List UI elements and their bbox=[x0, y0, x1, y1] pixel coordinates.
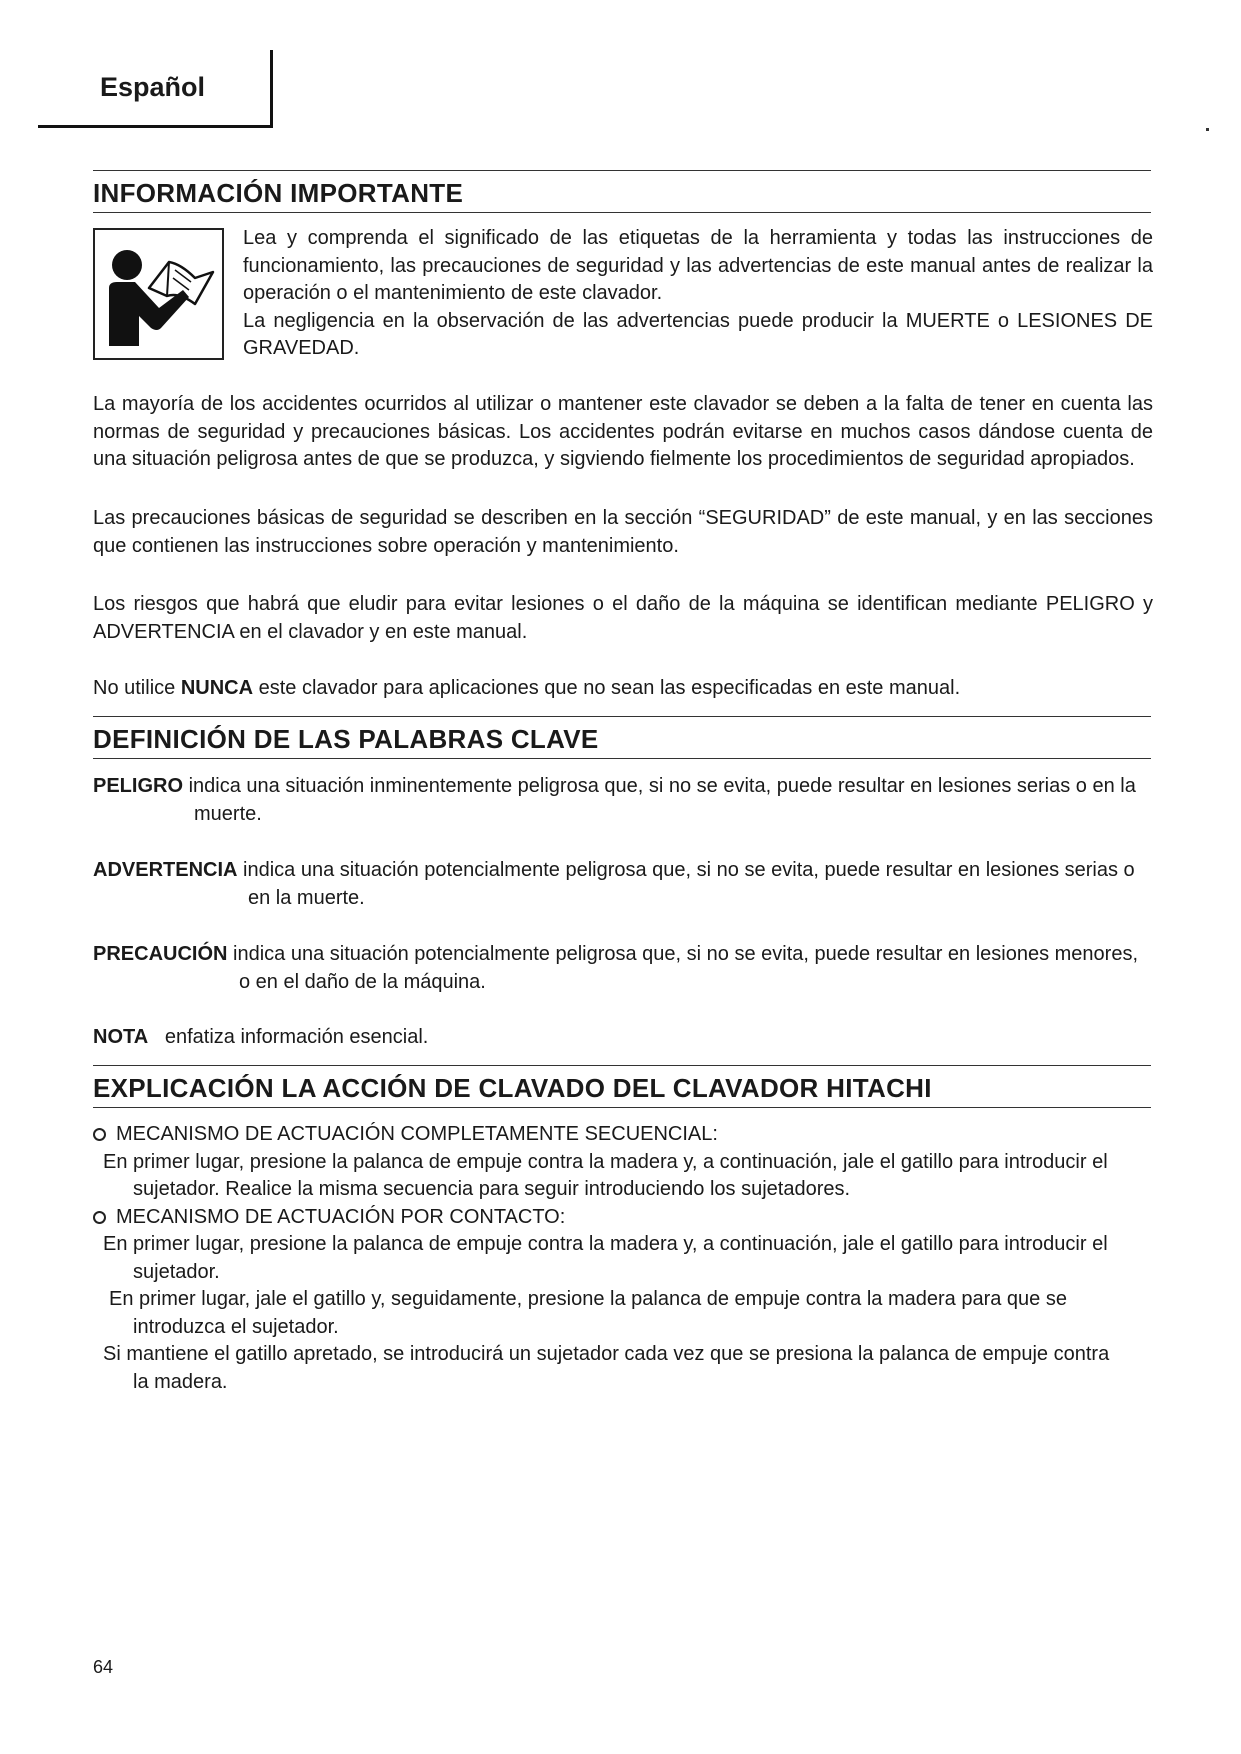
definition-term: NOTA bbox=[93, 1026, 149, 1048]
circle-bullet-icon bbox=[93, 1128, 106, 1141]
definition-continuation: o en el daño de la máquina. bbox=[239, 970, 486, 993]
mechanism-line: En primer lugar, jale el gatillo y, seguidamente, presione la palanca de empuje contra la madera para que se bbox=[109, 1288, 1067, 1310]
intro-paragraph-2: La negligencia en la observación de las advertencias puede producir la MUERTE o LESIONES DE GRAVEDAD. bbox=[243, 309, 1153, 359]
mechanism-line: Si mantiene el gatillo apretado, se introducirá un sujetador cada vez que se presiona la palanca de empuje contra bbox=[103, 1343, 1110, 1365]
mechanism-line: En primer lugar, presione la palanca de empuje contra la madera y, a continuación, jale el gatillo para introducir el bbox=[103, 1233, 1108, 1255]
section-title-explanation: EXPLICACIÓN LA ACCIÓN DE CLAVADO DEL CLAVADOR HITACHI bbox=[93, 1065, 1151, 1108]
definition-term: PRECAUCIÓN bbox=[93, 943, 228, 965]
paragraph-precautions: Las precauciones básicas de seguridad se describen en la sección “SEGURIDAD” de este manual, y en las secciones que contienen las instrucciones sobre operación y mantenimiento. bbox=[93, 507, 1153, 557]
mechanism-contact-title bbox=[93, 1204, 1178, 1232]
mechanism-line: la madera. bbox=[133, 1370, 228, 1393]
mechanism-sequential-title bbox=[93, 1121, 1178, 1149]
definition-nota bbox=[93, 1024, 1153, 1052]
paragraph-never-use bbox=[93, 675, 1153, 703]
section-title-definitions: DEFINICIÓN DE LAS PALABRAS CLAVE bbox=[93, 716, 1151, 759]
definition-text: enfatiza información esencial. bbox=[164, 1026, 429, 1048]
never-use-post: este clavador para aplicaciones que no sean las especificadas en este manual. bbox=[253, 677, 961, 699]
mechanism-title-text: MECANISMO DE ACTUACIÓN POR CONTACTO: bbox=[116, 1205, 566, 1228]
mechanism-line: sujetador. bbox=[133, 1260, 220, 1283]
page-number: 64 bbox=[93, 1657, 114, 1677]
intro-text bbox=[243, 225, 1153, 363]
scan-dot bbox=[1206, 128, 1209, 131]
mechanism-list bbox=[93, 1121, 1178, 1396]
mechanism-line: introduzca el sujetador. bbox=[133, 1315, 339, 1338]
never-use-pre: No utilice bbox=[93, 677, 181, 699]
paragraph-risks: Los riesgos que habrá que eludir para evitar lesiones o el daño de la máquina se identifican mediante PELIGRO y ADVERTENCIA en el clavador y en este manual. bbox=[93, 593, 1153, 643]
definition-text: indica una situación inminentemente peligrosa que, si no se evita, puede resultar en lesiones serias o en la bbox=[188, 775, 1136, 797]
intro-paragraph-1: Lea y comprenda el significado de las etiquetas de la herramienta y todas las instrucciones de funcionamiento, las precauciones de seguridad y las advertencias de este manual antes de realizar la operación o el mantenimiento de este clavador. bbox=[243, 227, 1153, 304]
definition-text: indica una situación potencialmente peligrosa que, si no se evita, puede resultar en lesiones menores, bbox=[233, 943, 1139, 965]
definition-advertencia bbox=[93, 857, 1153, 912]
paragraph-accidents: La mayoría de los accidentes ocurridos al utilizar o mantener este clavador se deben a la falta de tener en cuenta las normas de seguridad y precauciones básicas. Los accidentes podrán evitarse en muchos casos dándose cuenta de una situación peligrosa antes de que se produzca, y sigviendo fielmente los procedimientos de seguridad apropiados. bbox=[93, 393, 1153, 470]
mechanism-line: sujetador. Realice la misma secuencia para seguir introduciendo los sujetadores. bbox=[133, 1178, 851, 1200]
definition-continuation: muerte. bbox=[194, 802, 262, 825]
mechanism-title-text: MECANISMO DE ACTUACIÓN COMPLETAMENTE SECUENCIAL: bbox=[116, 1123, 718, 1145]
language-label: Español bbox=[100, 72, 206, 102]
definition-precaucion bbox=[93, 941, 1153, 996]
language-tab bbox=[38, 50, 273, 128]
section-title-important: INFORMACIÓN IMPORTANTE bbox=[93, 170, 1151, 213]
definition-peligro bbox=[93, 773, 1153, 828]
mechanism-line: En primer lugar, presione la palanca de empuje contra la madera y, a continuación, jale el gatillo para introducir el bbox=[103, 1150, 1108, 1173]
definition-term: PELIGRO bbox=[93, 775, 184, 797]
definition-text: indica una situación potencialmente peligrosa que, si no se evita, puede resultar en lesiones serias o bbox=[243, 859, 1135, 881]
read-manual-icon bbox=[93, 228, 224, 360]
circle-bullet-icon bbox=[93, 1211, 106, 1224]
definition-continuation: en la muerte. bbox=[248, 886, 365, 909]
definition-term: ADVERTENCIA bbox=[93, 859, 238, 881]
never-use-bold: NUNCA bbox=[180, 677, 254, 699]
